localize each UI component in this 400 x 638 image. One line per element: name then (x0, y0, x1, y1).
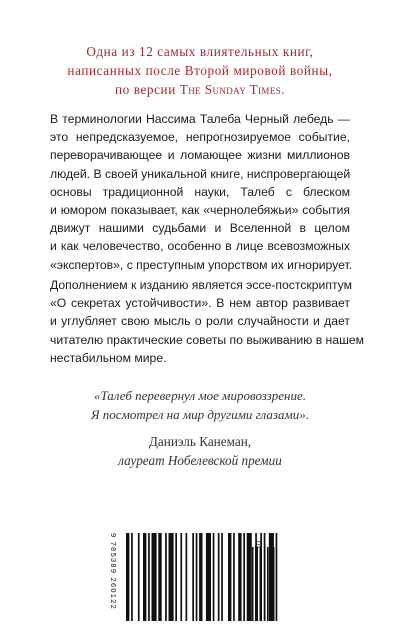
barcode-addon-bar (260, 547, 262, 621)
barcode-bar (247, 533, 252, 621)
description-paragraph-2 (50, 276, 364, 367)
attribution-name: Даниэль Канеман, (148, 434, 252, 449)
barcode-bar (152, 533, 157, 621)
paragraph-line: и углубляет свою мысль о роли случайности и дает (50, 314, 350, 329)
barcode-bar (143, 533, 146, 621)
barcode-addon-bar (267, 547, 269, 621)
barcode-addon-bar (264, 547, 266, 621)
isbn-digits-text: 9 785389 260122 (109, 533, 118, 611)
barcode-bar (238, 533, 241, 621)
paragraph-line: «О секретах устойчивости». В нем автор развивает (50, 296, 350, 311)
barcode-bar (199, 533, 202, 621)
blurb-suffix: . (281, 82, 286, 98)
quote-attribution (40, 432, 360, 470)
barcode-bar (276, 533, 278, 621)
barcode-addon-bar (252, 547, 254, 621)
barcode-bar (131, 533, 133, 621)
barcode-bar (213, 533, 215, 621)
barcode-bar (228, 533, 231, 621)
barcode-bar (243, 533, 245, 621)
isbn-barcode (118, 533, 282, 625)
paragraph-line: нестабильном мире. (50, 350, 167, 365)
barcode-addon-text: 01 (254, 541, 261, 549)
barcode-addon-bar (255, 547, 258, 621)
paragraph-line: переворачивающее и ломающее жизни миллионов (50, 148, 350, 163)
barcode-bar (148, 533, 150, 621)
blurb-line-2: написанных после Второй мировой войны, (67, 63, 333, 79)
barcode-bar (192, 533, 194, 621)
paragraph-line: и как человечество, особенно в лице всевозможных (50, 239, 350, 254)
barcode-bar (180, 533, 182, 621)
barcode-bar (169, 533, 174, 621)
barcode-addon-bar (272, 547, 275, 621)
blurb-line-1: Одна из 12 самых влиятельных книг, (86, 44, 314, 59)
barcode-bar (206, 533, 211, 621)
blurb-prefix: по версии (114, 82, 180, 98)
paragraph-line: это непредсказуемое, непрогнозируемое событие, (50, 130, 350, 145)
barcode-bar (218, 533, 220, 621)
quote-line-1: «Талеб перевернул мое мировоззрение. (93, 388, 306, 403)
barcode-bar (186, 533, 188, 621)
barcode-bar (126, 533, 129, 621)
barcode-bar (221, 533, 223, 621)
paragraph-line: «экспертов», с преступным упорством их игнорирует. (50, 257, 353, 272)
barcode-bar (175, 533, 177, 621)
barcode-bar (233, 533, 235, 621)
review-quote (40, 386, 360, 424)
barcode-bar (196, 533, 198, 621)
paragraph-line: Дополнением к изданию является эссе-постскриптум (50, 278, 353, 292)
quote-line-2: Я посмотрел на мир другими глазами». (91, 407, 309, 422)
description-paragraph-1 (50, 110, 353, 274)
paragraph-line: движут нашими судьбами и Вселенной в целом (50, 221, 350, 236)
barcode-bar (158, 533, 161, 621)
barcode-bar (165, 533, 167, 621)
paragraph-line: основы традиционной науки, Талеб с блеском (50, 184, 350, 199)
barcode-bar (138, 533, 140, 621)
blurb-source: The Sunday Times (179, 82, 282, 98)
attribution-title: лауреат Нобелевской премии (118, 453, 282, 468)
paragraph-line: и юмором показывает, как «чернолебяжьи» события (50, 203, 350, 218)
award-blurb (40, 42, 360, 100)
paragraph-line: людей. В своей уникальной книге, ниспровергающей (50, 166, 351, 181)
blurb-line-3 (40, 80, 360, 99)
paragraph-line: читателю практические советы по выживанию в нашем (50, 332, 364, 347)
paragraph-line: В терминологии Нассима Талеба Черный лебедь — (50, 112, 350, 126)
